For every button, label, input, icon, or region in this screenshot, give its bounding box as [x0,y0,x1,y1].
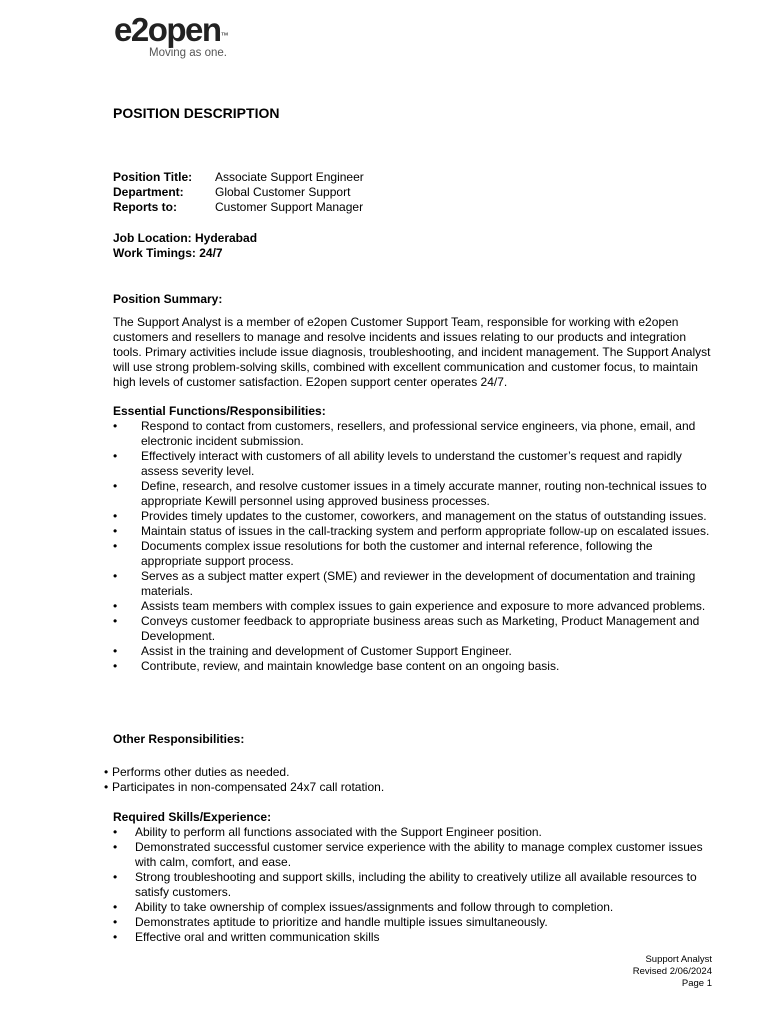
bullet-icon: • [113,569,118,583]
footer-revised-date: Revised 2/06/2024 [632,966,712,977]
bullet-icon: • [104,765,109,779]
list-item: • Participates in non-compensated 24x7 call rotation. [104,780,385,794]
location-block [113,231,257,261]
bullet-icon: • [113,419,118,433]
summary-text: The Support Analyst is a member of e2open Customer Support Team, responsible for working with e2open customers and resellers to manage and resolve incidents and issues relating to our products and integration tools. Primary activities include issue diagnosis, troubleshooting, and incident management. The Support Analyst will use strong problem-solving skills, combined with excellent communication and customer focus, to maintain high levels of customer satisfaction. E2open support center operates 24/7. [113,315,711,389]
summary-heading: Position Summary: [113,292,223,306]
list-item: • Define, research, and resolve customer issues in a timely accurate manner, routing non-technical issues to appropriate Kewill personnel using approved business processes. [113,479,707,508]
logo-tagline: Moving as one. [149,47,227,59]
list-item: • Serves as a subject matter expert (SME) and reviewer in the development of documentation and training materials. [113,569,696,598]
field-label: Reports to: [113,200,177,214]
list-item: • Assist in the training and development of Customer Support Engineer. [113,644,512,658]
list-item: • Demonstrated successful customer service experience with the ability to manage complex customer issues with calm, comfort, and ease. [113,840,703,869]
field-value: Associate Support Engineer [215,170,364,184]
field-label: Position Title: [113,170,193,184]
list-item: • Performs other duties as needed. [104,765,290,779]
field-value: Global Customer Support [215,185,351,199]
bullet-icon: • [104,780,109,794]
bullet-icon: • [113,825,118,839]
required-heading: Required Skills/Experience: [113,810,272,824]
work-timings: Work Timings: 24/7 [113,246,223,260]
list-item: • Documents complex issue resolutions for both the customer and internal reference, following the appropriate support process. [113,539,653,568]
bullet-icon: • [113,840,118,854]
bullet-icon: • [113,659,118,673]
list-item: • Ability to take ownership of complex issues/assignments and follow through to completion. [113,900,614,914]
field-row-department [113,185,364,200]
field-label: Department: [113,185,184,199]
field-row-title [113,170,364,185]
logo-wordmark: e2open™ [114,11,229,48]
list-item: • Effectively interact with customers of all ability levels to understand the customer’s request and rapidly assess severity level. [113,449,682,478]
bullet-icon: • [113,930,118,944]
bullet-icon: • [113,524,118,538]
field-row-reports-to [113,200,364,215]
list-item: • Conveys customer feedback to appropriate business areas such as Marketing, Product Management and Development. [113,614,700,643]
bullet-icon: • [113,644,118,658]
footer-doc-name: Support Analyst [645,954,712,965]
list-item: • Respond to contact from customers, resellers, and professional service engineers, via phone, email, and electronic incident submission. [113,419,696,448]
list-item: • Demonstrates aptitude to prioritize and handle multiple issues simultaneously. [113,915,548,929]
list-item: • Ability to perform all functions associated with the Support Engineer position. [113,825,542,839]
list-item: • Assists team members with complex issues to gain experience and exposure to more advanced problems. [113,599,706,613]
other-list [104,765,704,795]
job-location: Job Location: Hyderabad [113,231,258,245]
bullet-icon: • [113,915,118,929]
bullet-icon: • [113,479,118,493]
list-item: • Effective oral and written communication skills [113,930,380,944]
page-footer [633,954,712,990]
list-item: • Provides timely updates to the customer, coworkers, and management on the status of outstanding issues. [113,509,707,523]
essential-list [113,419,713,674]
position-fields [113,170,364,215]
list-item: • Contribute, review, and maintain knowledge base content on an ongoing basis. [113,659,560,673]
list-item: • Strong troubleshooting and support skills, including the ability to creatively utilize all available resources to satisfy customers. [113,870,697,899]
footer-page-number: Page 1 [681,978,712,989]
document-title: POSITION DESCRIPTION [113,105,280,121]
bullet-icon: • [113,539,118,553]
company-logo [114,10,229,60]
bullet-icon: • [113,870,118,884]
bullet-icon: • [113,599,118,613]
other-heading: Other Responsibilities: [113,732,245,746]
bullet-icon: • [113,900,118,914]
bullet-icon: • [113,449,118,463]
bullet-icon: • [113,614,118,628]
list-item: • Maintain status of issues in the call-tracking system and perform appropriate follow-up on escalated issues. [113,524,710,538]
required-list [113,825,713,945]
bullet-icon: • [113,509,118,523]
essential-heading: Essential Functions/Responsibilities: [113,404,326,418]
field-value: Customer Support Manager [215,200,364,214]
